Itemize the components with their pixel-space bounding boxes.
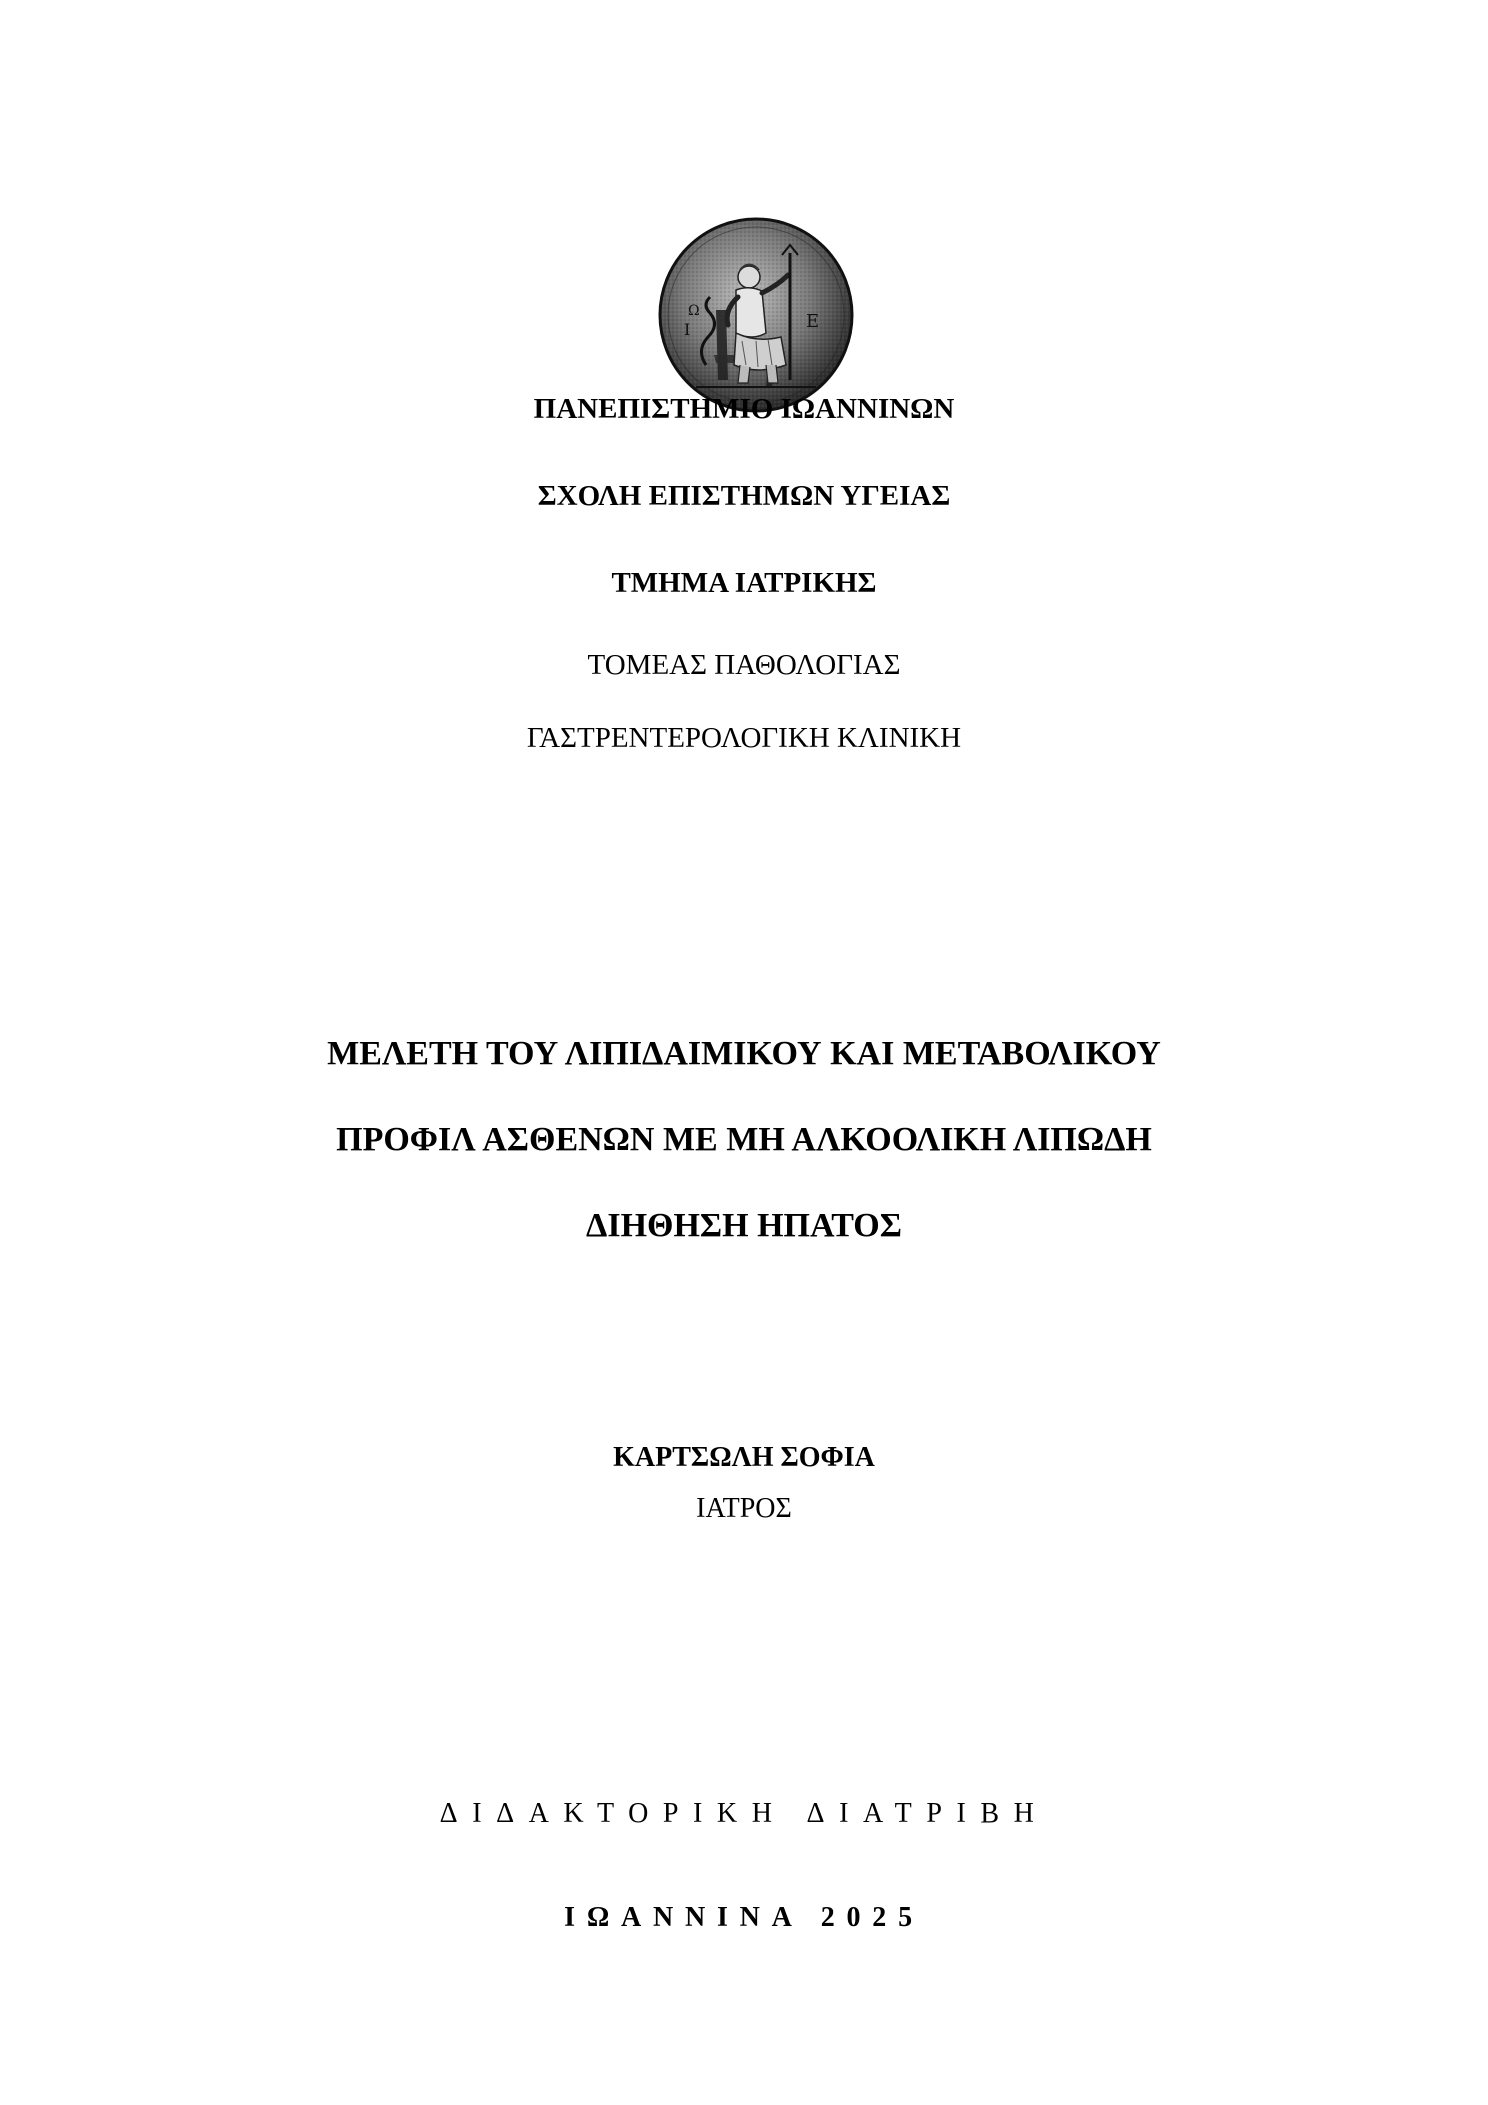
clinic-name: ΓΑΣΤΡΕΝΤΕΡΟΛΟΓΙΚΗ ΚΛΙΝΙΚΗ	[526, 722, 962, 754]
author-profession: ΙΑΤΡΟΣ	[696, 1493, 792, 1524]
svg-text:Ω: Ω	[688, 303, 700, 319]
university-name: ΠΑΝΕΠΙΣΤΗΜΙΟ ΙΩΑΝΝΙΝΩΝ	[533, 393, 955, 425]
author-name: ΚΑΡΤΣΩΛΗ ΣΟΦΙΑ	[613, 1442, 875, 1473]
sector-name: ΤΟΜΕΑΣ ΠΑΘΟΛΟΓΙΑΣ	[587, 649, 901, 681]
svg-text:Ε: Ε	[806, 311, 820, 332]
thesis-title-line-1: ΜΕΛΕΤΗ ΤΟΥ ΛΙΠΙΔΑΙΜΙΚΟΥ ΚΑΙ ΜΕΤΑΒΟΛΙΚΟΥ	[327, 1035, 1161, 1072]
place-and-year: ΙΩΑΝΝΙΝΑ 2025	[564, 1902, 924, 1933]
svg-text:Ι: Ι	[684, 320, 691, 339]
thesis-title-line-3: ΔΙΗΘΗΣΗ ΗΠΑΤΟΣ	[586, 1207, 902, 1244]
thesis-title-line-2: ΠΡΟΦΙΛ ΑΣΘΕΝΩΝ ΜΕ ΜΗ ΑΛΚΟΟΛΙΚΗ ΛΙΠΩΔΗ	[336, 1121, 1152, 1158]
school-name: ΣΧΟΛΗ ΕΠΙΣΤΗΜΩΝ ΥΓΕΙΑΣ	[537, 480, 951, 512]
thesis-type: ΔΙΔΑΚΤΟΡΙΚΗ ΔΙΑΤΡΙΒΗ	[439, 1798, 1049, 1829]
department-name: ΤΜΗΜΑ ΙΑΤΡΙΚΗΣ	[611, 567, 877, 599]
university-seal-image	[656, 215, 856, 415]
